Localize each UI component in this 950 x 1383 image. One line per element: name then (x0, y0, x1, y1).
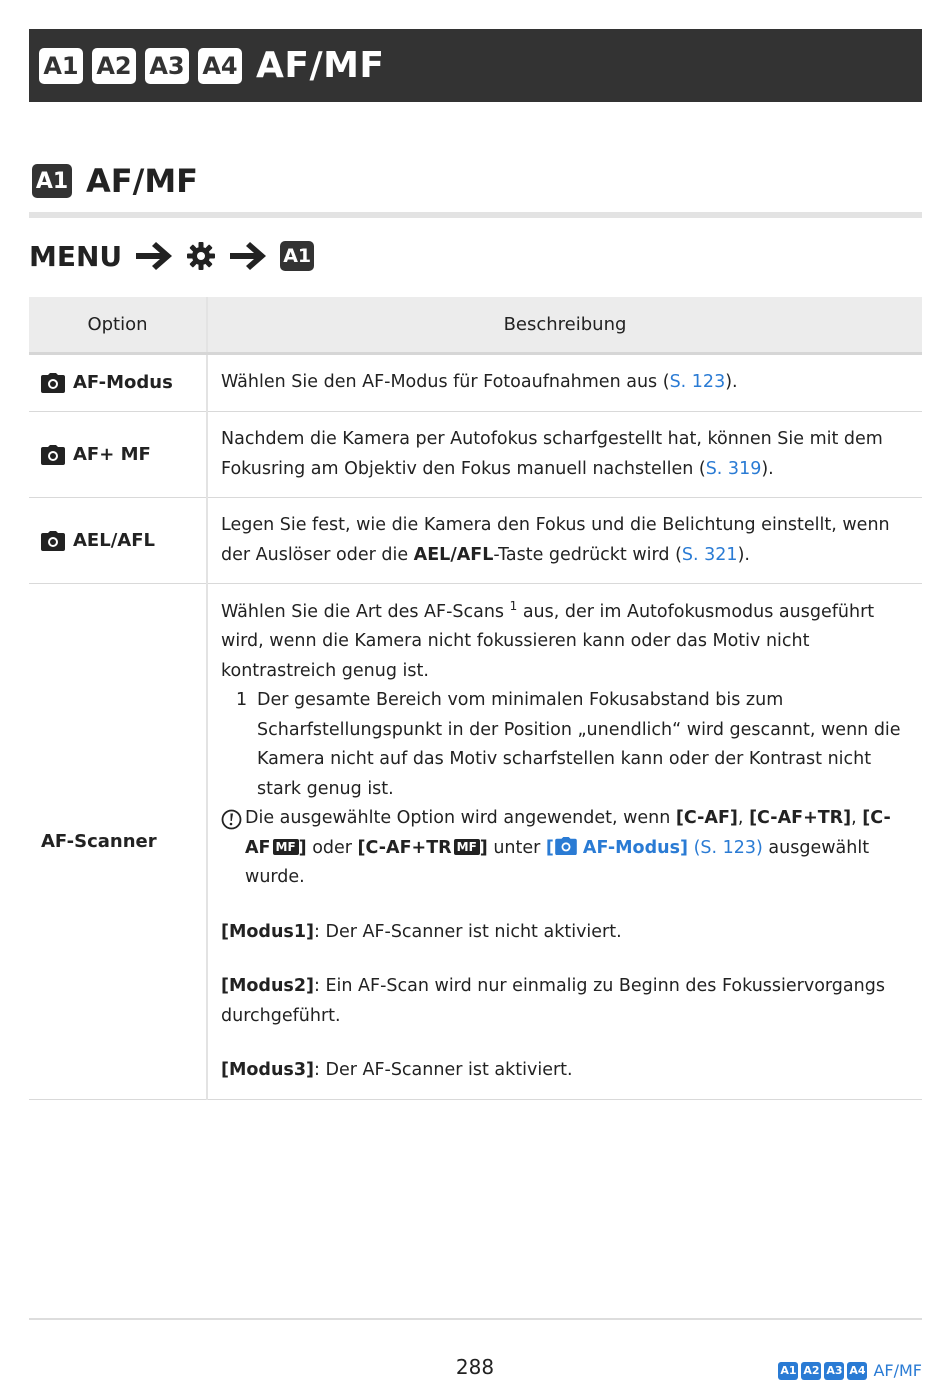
footer-badge-a1: A1 (778, 1362, 798, 1380)
menu-tab-badge-a2: A2 (92, 48, 136, 84)
column-header-option: Option (29, 297, 207, 354)
page-link: (S. 123) (693, 837, 763, 858)
column-header-description: Beschreibung (207, 297, 922, 354)
footer-badge-a3: A3 (824, 1362, 844, 1380)
option-label: AF-Scanner (41, 830, 157, 852)
description-text: -Taste gedrückt wird ( (493, 544, 682, 565)
page-link[interactable]: S. 319 (705, 458, 762, 479)
footer-badge-a2: A2 (801, 1362, 821, 1380)
option-cell (29, 498, 207, 584)
caution-icon (221, 804, 245, 893)
mode-name: [C-AF+TR (357, 837, 452, 858)
footer-nav-label: AF/MF (873, 1361, 922, 1380)
note-text-part: , (851, 808, 857, 828)
mf-icon: MF (273, 839, 299, 855)
menu-tab-badge-a4: A4 (198, 48, 242, 84)
mode-name: [C-AF (245, 808, 891, 858)
section-divider (29, 212, 922, 218)
mode-name: ] (479, 837, 488, 858)
option-cell (29, 412, 207, 498)
button-name: AEL/AFL (413, 544, 494, 565)
mode-label: [Modus3] (221, 1060, 315, 1080)
arrow-right-icon (228, 242, 268, 270)
af-modus-link[interactable] (546, 838, 763, 858)
note-text-part: Die ausgewählte Option wird angewendet, wenn (245, 808, 676, 828)
camera-icon (41, 445, 65, 465)
camera-icon (41, 373, 65, 393)
section-badge-a1: A1 (32, 164, 72, 198)
mode-label: [Modus2] (221, 976, 315, 996)
option-label: AF+ MF (73, 443, 151, 465)
menu-path-badge-a1: A1 (280, 241, 314, 271)
table-row (29, 354, 922, 412)
mode-name: [C-AF] (675, 808, 738, 828)
note-text-part: oder (306, 837, 358, 858)
page-number: 288 (455, 1355, 495, 1379)
page-link[interactable]: S. 321 (681, 544, 738, 565)
table-row (29, 412, 922, 498)
note (221, 804, 912, 893)
description-cell (207, 412, 922, 498)
mode-item-1 (221, 918, 912, 948)
option-cell (29, 354, 207, 412)
section-title: AF/MF (86, 162, 199, 200)
table-header-row (29, 297, 922, 354)
mf-icon: MF (454, 839, 480, 855)
scanner-intro (221, 598, 912, 687)
description-text: Wählen Sie den AF-Modus für Fotoaufnahmen aus ( (221, 372, 670, 393)
mode-label: [Modus1] (221, 921, 315, 942)
description-text: aus, der im Autofokusmodus ausgeführt wird, wenn die Kamera nicht fokussieren kann oder das Motiv nicht kontrastreich genug ist. (221, 601, 875, 681)
menu-tab-badge-a3: A3 (145, 48, 189, 84)
description-text: ). (761, 458, 774, 479)
mode-text: : Der AF-Scanner ist nicht aktiviert. (314, 921, 622, 942)
description-text: ). (737, 544, 750, 565)
option-label: AEL/AFL (73, 529, 155, 551)
note-text-part: unter (487, 837, 546, 858)
mode-item-2 (221, 972, 912, 1031)
description-cell (207, 584, 922, 1100)
footer-divider (29, 1318, 922, 1320)
footer-badge-a4: A4 (847, 1362, 867, 1380)
description-text: ). (725, 372, 738, 393)
table-row (29, 498, 922, 584)
arrow-right-icon (134, 242, 174, 270)
option-label: AF-Modus (73, 372, 173, 394)
footnote-marker: 1 (509, 598, 518, 613)
description-text: Wählen Sie die Art des AF-Scans (221, 601, 505, 622)
mode-text: : Der AF-Scanner ist aktiviert. (314, 1060, 573, 1080)
mode-name: [C-AF+TR] (749, 808, 852, 828)
footnote-text: Der gesamte Bereich vom minimalen Fokusabstand bis zum Scharfstellungspunkt in der Position „unendlich“ wird gescannt, wenn die Kamera nicht auf das Motiv scharfstellen kann oder der Kontrast nicht stark genug ist. (257, 690, 901, 799)
description-text: Nachdem die Kamera per Autofokus scharfgestellt hat, können Sie mit dem Fokusring am Objektiv den Fokus manuell nachstellen ( (221, 429, 883, 479)
mode-name: ] (298, 837, 307, 858)
footer-nav-link[interactable] (775, 1361, 922, 1380)
gear-icon (186, 241, 216, 271)
camera-icon (41, 531, 65, 551)
chapter-banner (29, 29, 922, 102)
note-text-part: , (737, 808, 750, 828)
description-text: Legen Sie fest, wie die Kamera den Fokus und die Belichtung einstellt, wenn der Auslöser oder die (221, 515, 890, 565)
page-link[interactable]: S. 123 (669, 372, 726, 393)
footnote-number: 1 (236, 690, 248, 710)
menu-label: MENU (29, 239, 123, 273)
camera-icon (555, 837, 577, 855)
table-row (29, 584, 922, 1100)
menu-tab-badge-a1: A1 (39, 48, 83, 84)
description-cell (207, 354, 922, 412)
chapter-title: AF/MF (256, 45, 385, 86)
link-label: AF-Modus] (582, 837, 688, 858)
description-cell (207, 498, 922, 584)
footnote (221, 686, 912, 804)
note-text (245, 804, 912, 893)
option-cell (29, 584, 207, 1100)
note-text-part: ausgewählt wurde. (245, 837, 870, 887)
options-table (29, 297, 922, 1100)
mode-item-3 (221, 1056, 912, 1086)
menu-path (29, 236, 314, 276)
section-heading (32, 162, 198, 200)
link-bracket: [ (545, 837, 554, 858)
mode-text: : Ein AF-Scan wird nur einmalig zu Beginn des Fokussiervorgangs durchgeführt. (221, 976, 885, 1026)
